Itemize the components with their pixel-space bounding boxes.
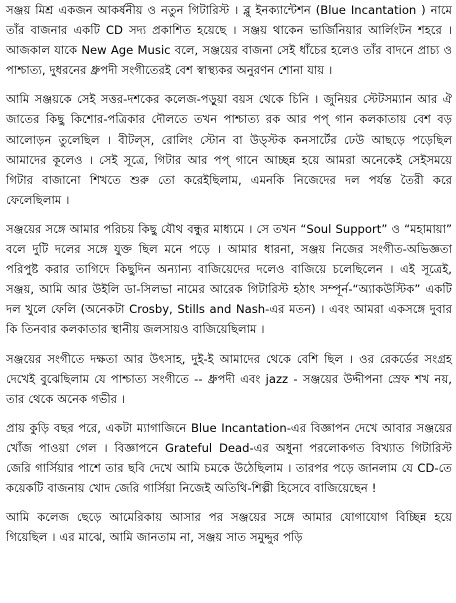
paragraph-musical-skill: সঞ্জয়ের সংগীতে দক্ষতা আর উৎসাহ, দুই-ই আমাদের থেকে বেশি ছিল । ওর রেকর্ডের সংগ্রহ দেখেই বুঝেছিলাম যে পাশ্চাত্য সংগীতে -- ধ্রুপদী এবং jazz - সঞ্জয়ের উদ্দীপনা স্রেফ শখ নয়, তার থেকে অনেক গভীর । (6, 351, 452, 406)
paragraph-college-days: আমি সঞ্জয়কে সেই সত্তর-দশকের কলেজ-পড়ুয়া বয়স থেকে চিনি । জুনিয়র স্টেটসম্যান আর ঐ জাতের কিছু কিশোর-পত্রিকার দৌলতে তখন পাশ্চাত্য রক আর পপ্ গান কলকাতায় বেশ বড় আলোড়ন তুলেছিল । বীটল্‌স, রোলিং স্টোন বা উড্‌স্টক কনসার্টের ঢেউ আছড়ে পড়েছিল আমাদের কূলেও । সেই সূত্রে, গিটার আর পপ্ গানে আচ্ছন্ন হয়ে আমরা অনেকেই সেইসময়ে গিটার বাজানো শিখতে শুরু তো করেইছিলাম, এমনকি নিজেদের দল পর্যন্ত তৈরী করে ফেলেছিলাম । (6, 92, 452, 207)
paragraph-lost-contact: আমি কলেজ ছেড়ে আমেরিকায় আসার পর সঞ্জয়ের সঙ্গে আমার যোগাযোগ বিচ্ছিন্ন হয়ে গিয়েছিল । এর মাঝে, আমি জানতাম না, সঞ্জয় সাত সমুদ্দুর পড়ি (6, 510, 452, 545)
paragraph-intro: সঞ্জয় মিশ্র একজন আকর্ষনীয় ও নতুন গিটারিস্ট । ব্লু ইনক্যান্টেশন (Blue Incantation ) নামে তাঁর বাজনার একটি CD সদ্য প্রকাশিত হয়েছে । সঞ্জয় থাকেন ভার্জিনিয়ার আর্লিংটন শহরে । আজকাল যাকে New Age Music বলে, সঞ্জয়ের বাজনা সেই ধাঁচের হলেও তাঁর বাদনে প্রাচ্য ও পাশ্চাত্য, দুধরনের ধ্রুপদী সংগীতেরই বেশ স্বাস্থ্যকর অনুরণন শোনা যায় । (6, 3, 452, 78)
paragraph-acquaintance: সঞ্জয়ের সঙ্গে আমার পরিচয় কিছু যৌথ বন্ধুর মাধ্যমে । সে তখন “Soul Support” ও “মহামায়া” বলে দুটি দলের সঙ্গে যুক্ত ছিল মনে পড়ে । আমার ধারনা, সঞ্জয় নিজের সংগীত-অভিজ্ঞতা পরিপুষ্ট করার তাগিদে কিছুদিন অন্যান্য বাজিয়েদের দলেও বাজিয়ে চলেছিলেন । এই সূত্রেই, সঞ্জয়, আমি আর উইলি ডা-সিলভা নামের আরেক গিটারিস্ট হঠাৎ সম্পূর্ন-“অ্যাকউস্টিক” একটি দল খুলে ফেলি (অনেকটা Crosby, Stills and Nash-এর মতন) । এবং আমরা একসঙ্গে দুবার কি তিনবার কলকাতার স্থানীয় জলসায়ও বাজিয়েছিলাম । (6, 221, 452, 337)
paragraph-rediscovery: প্রায় কুড়ি বছর পরে, একটা ম্যাগাজিনে Blue Incantation-এর বিজ্ঞাপন দেখে আবার সঞ্জয়ের খোঁজ পাওয়া গেল । বিজ্ঞাপনে Grateful Dead-এর অধুনা পরলোকগত বিখ্যাত গিটারিস্ট জেরি গার্সিয়ার পাশে তার ছবি দেখে আমি চমকে উঠেছিলাম । তারপর পড়ে জানলাম যে CD-তে কয়েকটি বাজনায় খোদ জেরি গার্সিয়া নিজেই অতিথি-শিল্পী হিসেবে বাজিয়েছেন ! (6, 420, 453, 496)
